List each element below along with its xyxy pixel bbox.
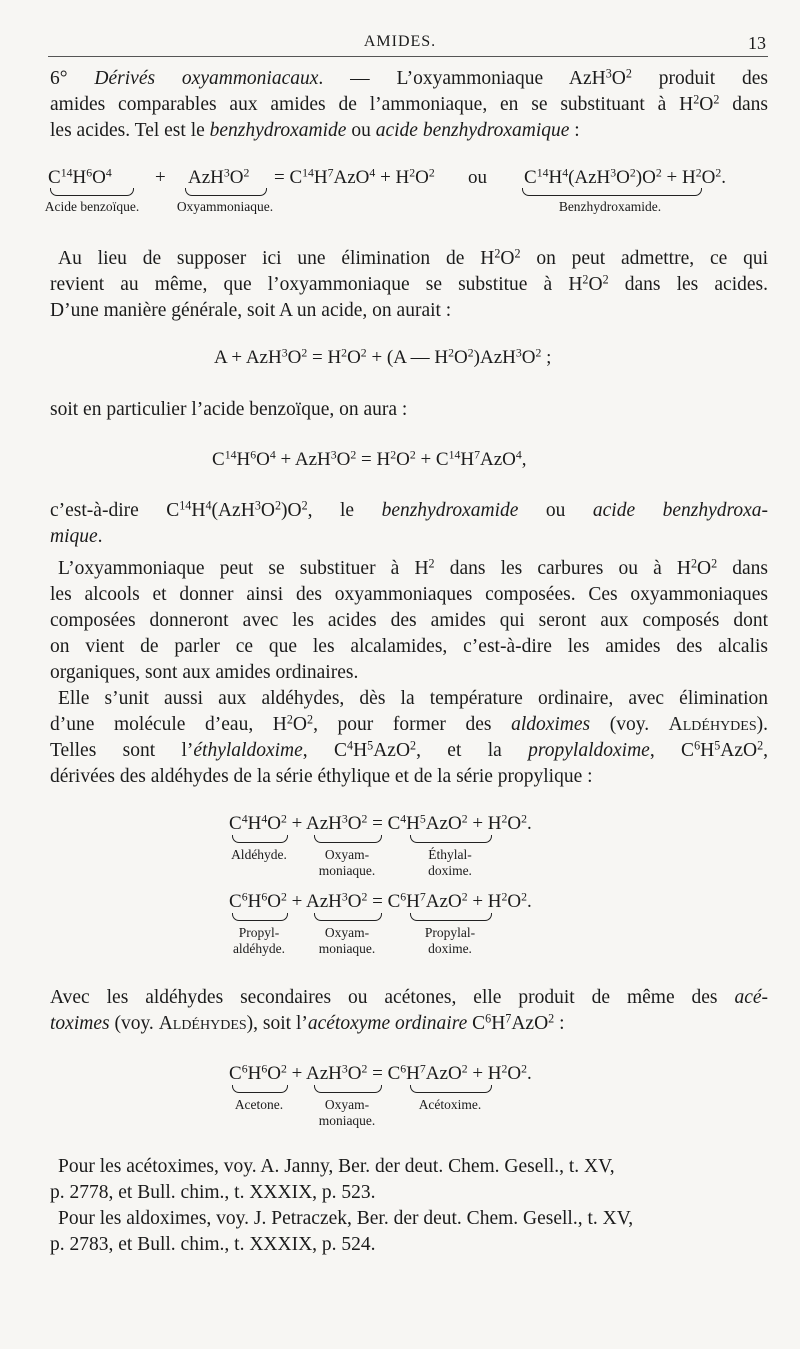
footnote-line: p. 2783, et Bull. chim., t. XXXIX, p. 524. (50, 1234, 376, 1255)
label-acide-benzoique: Acide benzoïque. (44, 199, 140, 214)
paragraph-line: toximes (voy. Aldéhydes), soit l’acétoxyme ordinaire $C^6H^7AzO^2$ : (50, 1011, 565, 1034)
brace (314, 835, 382, 843)
paragraph-line: c’est-à-dire $C^{14}H^4(AzH^3O^2)O^2$, le benzhydroxamide ou acide benzhydroxa- (50, 498, 769, 521)
paragraph-line: revient au même, que l’oxyammoniaque se substitue à $H^2O^2$ dans les acides. (50, 272, 768, 295)
label-acetone: Acetone. (234, 1097, 284, 1112)
equation-5: $C^6H^6O^2 + AzH^3O^2 = C^6H^7AzO^2 + H^2O^2$. (229, 890, 532, 912)
brace (410, 913, 492, 921)
label-acetoxime: Acétoxime. (418, 1097, 482, 1112)
brace (50, 188, 134, 196)
brace (314, 913, 382, 921)
paragraph-line: Telles sont l’éthylaldoxime, $C^4H^5AzO^2$, et la propylaldoxime, $C^6H^5AzO^2$, (50, 738, 768, 761)
label-moniaque: moniaque. (318, 863, 376, 878)
paragraph-line: Avec les aldéhydes secondaires ou acétones, elle produit de même des acé- (50, 987, 768, 1008)
paragraph-line: mique. (50, 526, 103, 547)
book-page: AMIDES. 13 6° Dérivés oxyammoniacaux. — L’oxyammoniaque $AzH^3O^2$ produit des amides comparables aux amides de l’ammoniaque, en se substituant à $H^2O^2$ dans les acides. Tel est le benzhydroxamide ou acide benzhydroxamique : $C^{14}H^6O^4$ + $AzH^3O^2$ = $C^{14}H^7AzO^4 + H^2O^2$ ou $C^{14}H^4(AzH^3O^2)O^2 + H^2O^2$. Acide benzoïque. Oxyammoniaque. Benzhydroxamide. Au lieu de supposer ici une élimination de $H^2O^2$ on peut admettre, ce qui revient au même, que l’oxyammoniaque se substitue à $H^2O^2$ dans les acides. D’une manière générale, soit A un acide, on aurait : $A + AzH^3O^2 = H^2O^2 + (A$ — $H^2O^2)AzH^3O^2$ ; soit en particulier l’acide benzoïque, on aura : $C^{14}H^6O^4 + AzH^3O^2 = H^2O^2 + C^{14}H^7AzO^4$, c’est-à-dire $C^{14}H^4(AzH^3O^2)O^2$, le benzhydroxamide ou acide benzhydroxa- mique. L’oxyammoniaque peut se substituer à $H^2$ dans les carbures ou à $H^2O^2$ dans les alcools et donner ainsi des oxyammoniaques composées. Ces oxyammoniaques composées donneront avec les acides des amides qui seront aux composés dont on vient de parler ce que les alcalamides, c’est-à-dire les amides des alcalis organiques, sont aux amides ordinaires. Elle s’unit aussi aux aldéhydes, dès la température ordinaire, avec élimination d’une molécule d’eau, $H^2O^2$, pour former des aldoximes (voy. Aldéhydes). Telles sont l’éthylaldoxime, $C^4H^5AzO^2$, et la propylaldoxime, $C^6H^5AzO^2$, dérivées des aldéhydes de la série éthylique et de la série propylique : $C^4H^4O^2 + AzH^3O^2 = C^4H^5AzO^2 + H^2O^2$. Aldéhyde. Oxyam- moniaque. Éthylal- doxime. $C^6H^6O^2 + AzH^3O^2 = C^6H^7AzO^2 + H^2O^2$. Propyl- aldéhyde. Oxyam- moniaque. Propylal- doxime. Avec les aldéhydes secondaires ou acétones, elle produit de même des acé- toximes (voy. Aldéhydes), soit l’acétoxyme ordinaire $C^6H^7AzO^2$ : $C^6H^6O^2 + AzH^3O^2 = C^6H^7AzO^2 + H^2O^2$. Acetone. Oxyam- moniaque. Acétoxime. Pour les acétoximes, voy. A. Janny, Ber. der deut. Chem. Gesell., t. XV, p. 2778, et Bull. chim., t. XXXIX, p. 523. Pour les aldoximes, voy. J. Petraczek, Ber. der deut. Chem. Gesell., t. XV, p. 2783, et Bull. chim., t. XXXIX, p. 524. (0, 0, 800, 1349)
brace (232, 1085, 288, 1093)
label-doxime: doxime. (428, 941, 472, 956)
label-oxyam: Oxyam- (324, 847, 370, 862)
label-oxyam: Oxyam- (324, 925, 370, 940)
running-header: AMIDES. (363, 33, 437, 50)
footnote-line: p. 2778, et Bull. chim., t. XXXIX, p. 523. (50, 1182, 376, 1203)
label-benzhydroxamide: Benzhydroxamide. (558, 199, 662, 214)
brace (185, 188, 267, 196)
paragraph-line: organiques, sont aux amides ordinaires. (50, 662, 359, 683)
equation-3: $C^{14}H^6O^4 + AzH^3O^2 = H^2O^2 + C^{14}H^7AzO^4$, (212, 448, 527, 470)
brace (232, 835, 288, 843)
label-propyl: Propyl- (238, 925, 280, 940)
equation-4: $C^4H^4O^2 + AzH^3O^2 = C^4H^5AzO^2 + H^2O^2$. (229, 812, 532, 834)
header-rule (48, 56, 768, 57)
brace (314, 1085, 382, 1093)
label-aldehyde: Aldéhyde. (231, 847, 287, 862)
paragraph-line: D’une manière générale, soit A un acide, on aurait : (50, 300, 452, 321)
footnote-line: Pour les acétoximes, voy. A. Janny, Ber. der deut. Chem. Gesell., t. XV, (58, 1156, 615, 1177)
paragraph-line: d’une molécule d’eau, $H^2O^2$, pour former des aldoximes (voy. Aldéhydes). (50, 712, 768, 735)
paragraph-line: soit en particulier l’acide benzoïque, on aura : (50, 399, 408, 420)
page-number: 13 (748, 33, 766, 53)
brace (410, 835, 492, 843)
label-oxyam: Oxyam- (324, 1097, 370, 1112)
label-doxime: doxime. (428, 863, 472, 878)
paragraph-line: les alcools et donner ainsi des oxyammoniaques composées. Ces oxyammoniaques (50, 584, 768, 605)
brace (522, 188, 702, 196)
label-aldehyde: aldéhyde. (232, 941, 286, 956)
paragraph-line: Au lieu de supposer ici une élimination de $H^2O^2$ on peut admettre, ce qui (58, 246, 768, 269)
equation-2: $A + AzH^3O^2 = H^2O^2 + (A$ — $H^2O^2)AzH^3O^2$ ; (214, 346, 552, 368)
label-ethylal: Éthylal- (428, 847, 472, 862)
equation-6: $C^6H^6O^2 + AzH^3O^2 = C^6H^7AzO^2 + H^2O^2$. (229, 1062, 532, 1084)
paragraph-line: les acides. Tel est le benzhydroxamide ou acide benzhydroxamique : (50, 120, 580, 141)
paragraph-line: on vient de parler ce que les alcalamides, c’est-à-dire les amides des alcalis (50, 636, 768, 657)
paragraph-line: 6° Dérivés oxyammoniacaux. — L’oxyammoniaque $AzH^3O^2$ produit des (50, 66, 768, 89)
paragraph-line: composées donneront avec les acides des amides qui seront aux composés dont (50, 610, 768, 631)
label-propylal: Propylal- (424, 925, 476, 940)
brace (410, 1085, 492, 1093)
paragraph-line: dérivées des aldéhydes de la série éthylique et de la série propylique : (50, 766, 593, 787)
paragraph-line: L’oxyammoniaque peut se substituer à $H^2$ dans les carbures ou à $H^2O^2$ dans (58, 556, 769, 579)
label-oxyammoniaque: Oxyammoniaque. (176, 199, 274, 214)
paragraph-line: Elle s’unit aussi aux aldéhydes, dès la température ordinaire, avec élimination (58, 688, 768, 709)
brace (232, 913, 288, 921)
footnote-line: Pour les aldoximes, voy. J. Petraczek, Ber. der deut. Chem. Gesell., t. XV, (58, 1208, 634, 1229)
label-moniaque: moniaque. (318, 941, 376, 956)
paragraph-line: amides comparables aux amides de l’ammoniaque, en se substituant à $H^2O^2$ dans (50, 92, 768, 115)
label-moniaque: moniaque. (318, 1113, 376, 1128)
